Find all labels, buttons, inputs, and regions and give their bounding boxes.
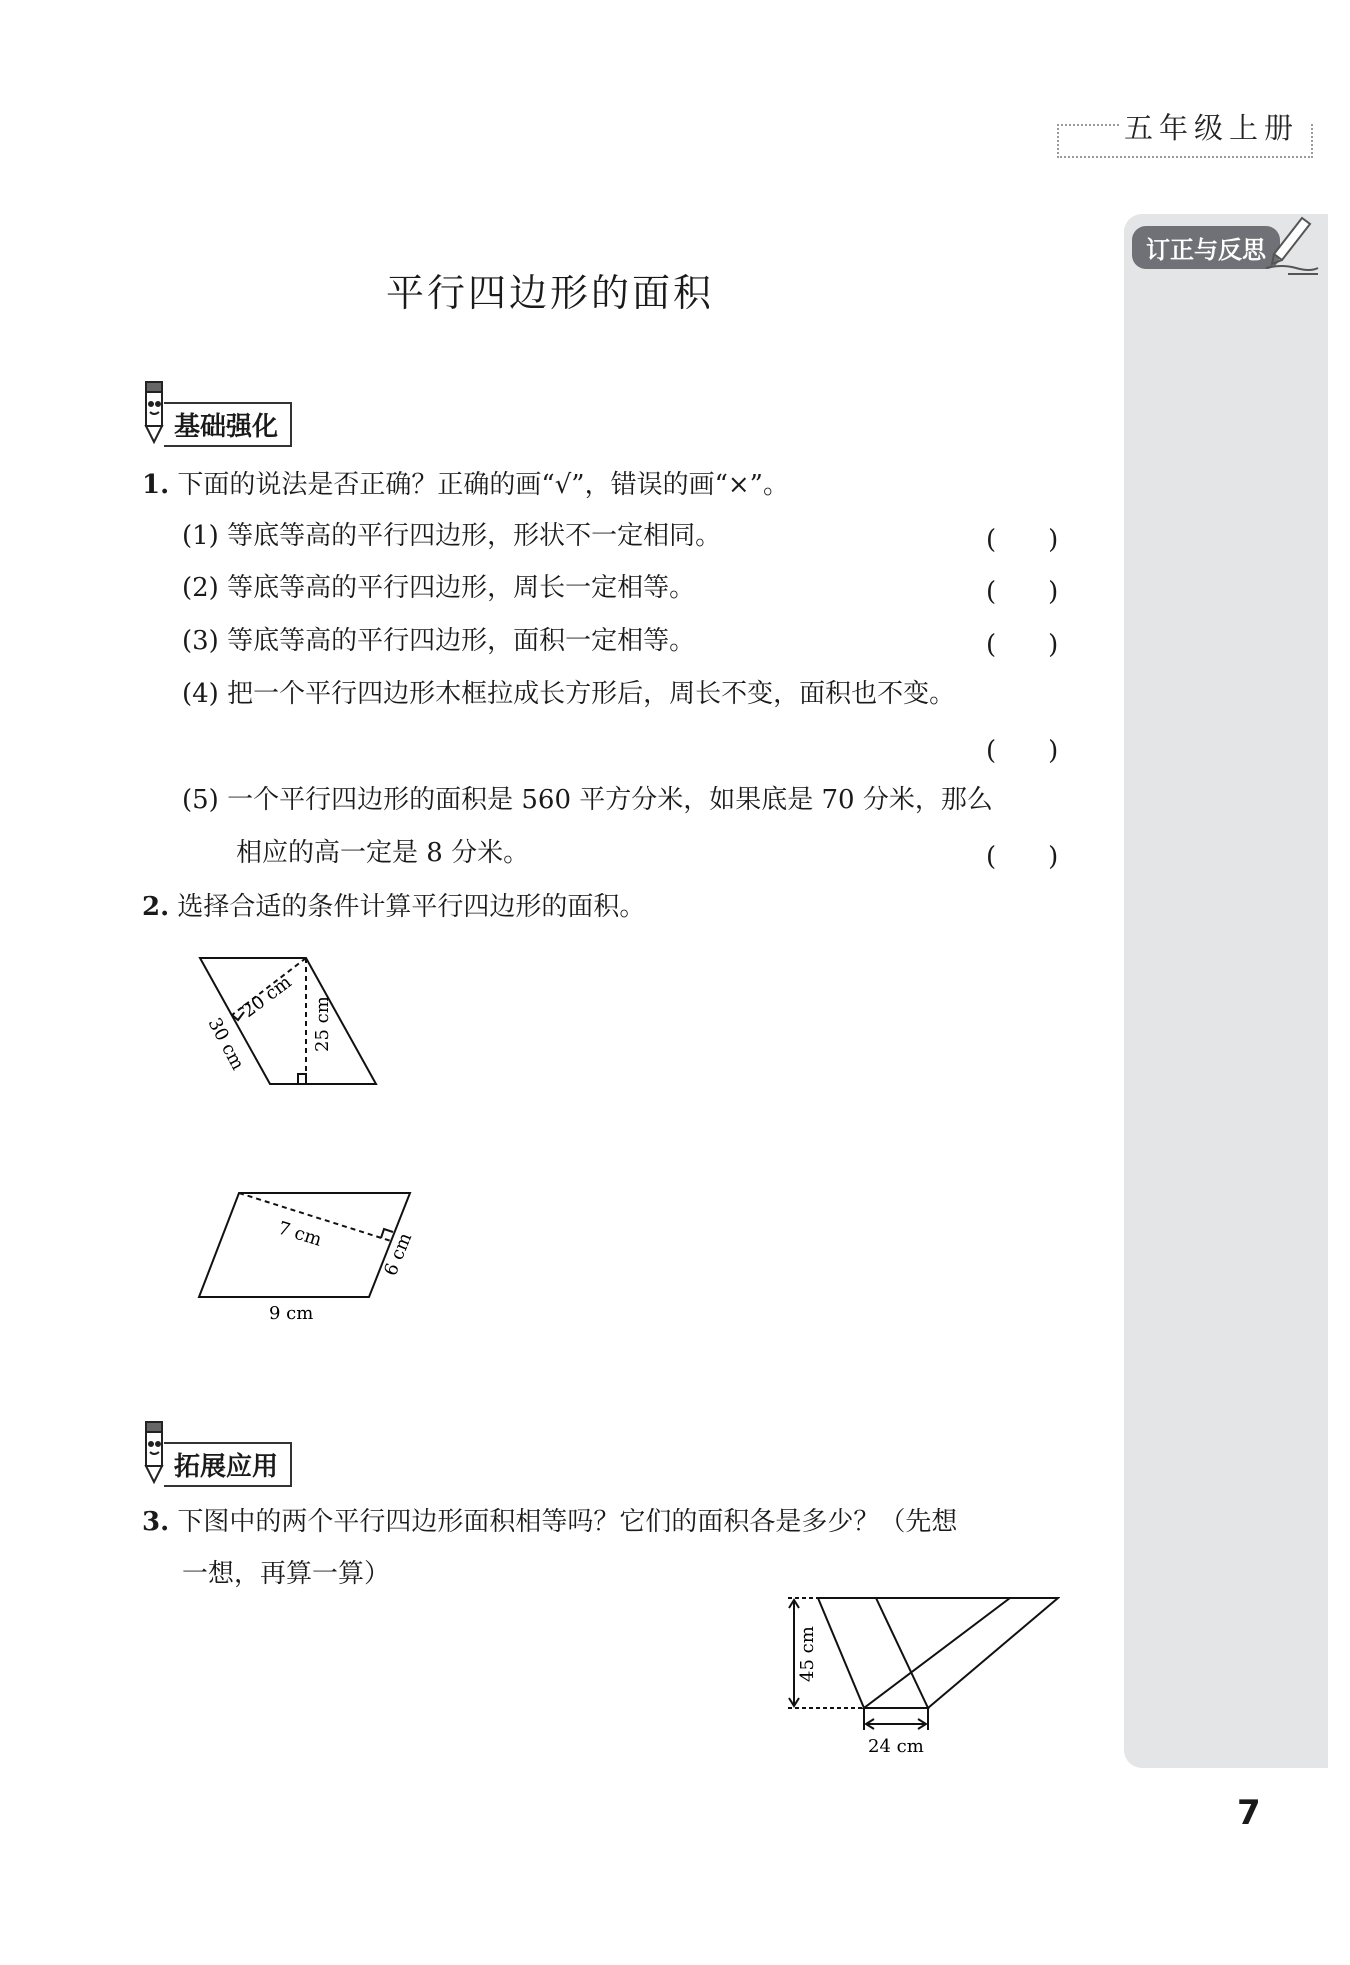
- q1-item-2: (2) 等底等高的平行四边形，周长一定相等。: [182, 573, 696, 603]
- q2-fig2-base-label: 9 cm: [269, 1303, 314, 1324]
- q1-stem: 下面的说法是否正确？正确的画“√”，错误的画“×”。: [177, 470, 789, 500]
- q1-answer-4[interactable]: ( ): [986, 736, 1059, 766]
- q3-stem-line: [142, 1505, 957, 1539]
- q2-number: 2.: [142, 892, 170, 922]
- section-basic-heading: 基础强化: [164, 402, 292, 447]
- q2-stem: 选择合适的条件计算平行四边形的面积。: [177, 892, 646, 922]
- q3-fig-height-label: 45 cm: [797, 1626, 818, 1682]
- q3-stem: 下图中的两个平行四边形面积相等吗？它们的面积各是多少？（先想: [177, 1507, 958, 1537]
- q2-fig2-side-label: 6 cm: [380, 1229, 417, 1279]
- q3-stem-cont: 一想，再算一算）: [182, 1559, 391, 1589]
- q2-fig2-height-label: 7 cm: [275, 1217, 325, 1251]
- q1-item-1: (1) 等底等高的平行四边形，形状不一定相同。: [182, 521, 722, 551]
- q2-fig1-height1-label: 20 cm: [238, 971, 296, 1022]
- q3-number: 3.: [142, 1507, 170, 1537]
- q1-item-5: (5) 一个平行四边形的面积是 560 平方分米，如果底是 70 分米，那么: [182, 785, 993, 815]
- q1-answer-2[interactable]: ( ): [986, 577, 1059, 607]
- q2-parallelogram-figure-2: [195, 1185, 435, 1325]
- q3-parallelogram-figure: [780, 1590, 1060, 1760]
- reflection-sidebar: [1124, 228, 1328, 1768]
- q1-answer-1[interactable]: ( ): [986, 525, 1059, 555]
- page-number: 7: [1237, 1793, 1261, 1833]
- pencil-icon: [1262, 210, 1322, 280]
- page-title: 平行四边形的面积: [385, 271, 714, 315]
- sidebar-label: 订正与反思: [1132, 226, 1280, 269]
- grade-label: 五年级上册: [1124, 111, 1300, 145]
- q2-stem-line: [142, 890, 645, 924]
- q2-fig1-side-label: 30 cm: [203, 1014, 249, 1074]
- q1-answer-5[interactable]: ( ): [986, 842, 1059, 872]
- q1-item-3: (3) 等底等高的平行四边形，面积一定相等。: [182, 626, 696, 656]
- q2-fig1-height2-label: 25 cm: [312, 996, 333, 1052]
- section-extend-heading: 拓展应用: [164, 1442, 292, 1487]
- q1-item-5-cont: 相应的高一定是 8 分米。: [236, 838, 530, 868]
- q1-number: 1.: [142, 470, 170, 500]
- q1-answer-3[interactable]: ( ): [986, 630, 1059, 660]
- q1-item-4: (4) 把一个平行四边形木框拉成长方形后，周长不变，面积也不变。: [182, 679, 956, 709]
- q2-parallelogram-figure-1: [190, 950, 390, 1100]
- q1-stem-line: [142, 468, 789, 502]
- q3-fig-base-label: 24 cm: [868, 1736, 924, 1757]
